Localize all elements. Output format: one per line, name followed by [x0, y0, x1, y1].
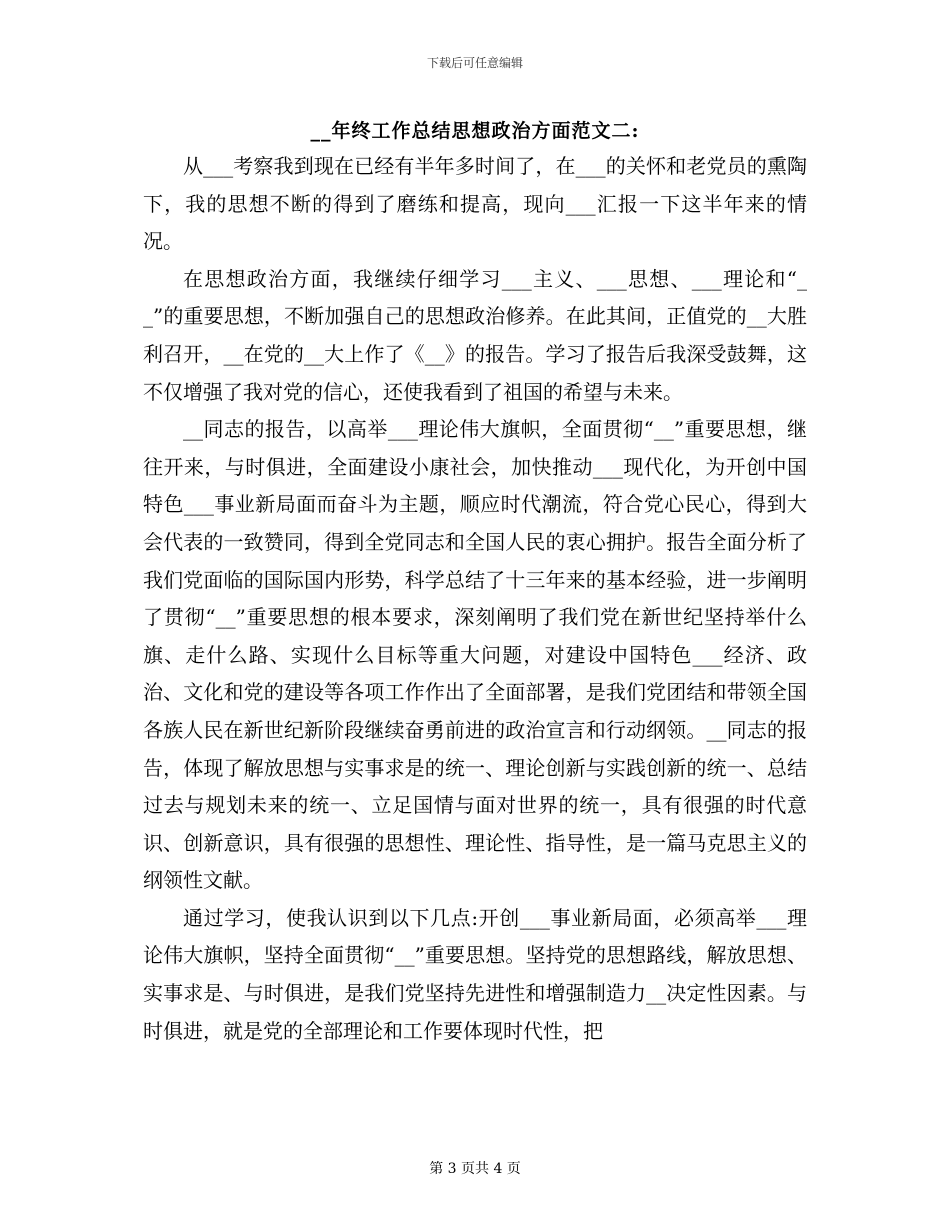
paragraph: 通过学习，使我认识到以下几点:开创___事业新局面，必须高举___理论伟大旗帜，坚持全面贯彻“__”重要思想。坚持党的思想路线，解放思想、实事求是、与时俱进，是我们党坚持先进性和增强制造力__决定性因素。与时俱进，就是党的全部理论和工作要体现时代性，把 [143, 905, 807, 1043]
document-body [143, 148, 807, 1050]
paragraph: 在思想政治方面，我继续仔细学习___主义、___思想、___理论和“__”的重要思想，不断加强自己的思想政治修养。在此其间，正值党的__大胜利召开，__在党的__大上作了《__》的报告。学习了报告后我深受鼓舞，这不仅增强了我对党的信心，还使我看到了祖国的希望与未来。 [143, 266, 807, 404]
paragraph: 从___考察我到现在已经有半年多时间了，在___的关怀和老党员的熏陶下，我的思想不断的得到了磨练和提高，现向___汇报一下这半年来的情况。 [143, 154, 807, 254]
page-header-note: 下载后可任意编辑 [426, 56, 523, 70]
document-title: __年终工作总结思想政治方面范文二: [310, 120, 640, 142]
paragraph: __同志的报告，以高举___理论伟大旗帜，全面贯彻“__”重要思想，继往开来，与时俱进，全面建设小康社会，加快推动___现代化，为开创中国特色___事业新局面而奋斗为主题，顺应时代潮流，符合党心民心，得到大会代表的一致赞同，得到全党同志和全国人民的衷心拥护。报告全面分析了我们党面临的国际国内形势，科学总结了十三年来的基本经验，进一步阐明了贯彻“__”重要思想的根本要求，深刻阐明了我们党在新世纪坚持举什么旗、走什么路、实现什么目标等重大问题，对建设中国特色___经济、政治、文化和党的建设等各项工作作出了全面部署，是我们党团结和带领全国各族人民在新世纪新阶段继续奋勇前进的政治宣言和行动纲领。__同志的报告，体现了解放思想与实事求是的统一、理论创新与实践创新的统一、总结过去与规划未来的统一、立足国情与面对世界的统一，具有很强的时代意识、创新意识，具有很强的思想性、理论性、指导性，是一篇马克思主义的纲领性文献。 [143, 417, 807, 893]
page-number: 第 3 页共 4 页 [429, 1161, 521, 1177]
